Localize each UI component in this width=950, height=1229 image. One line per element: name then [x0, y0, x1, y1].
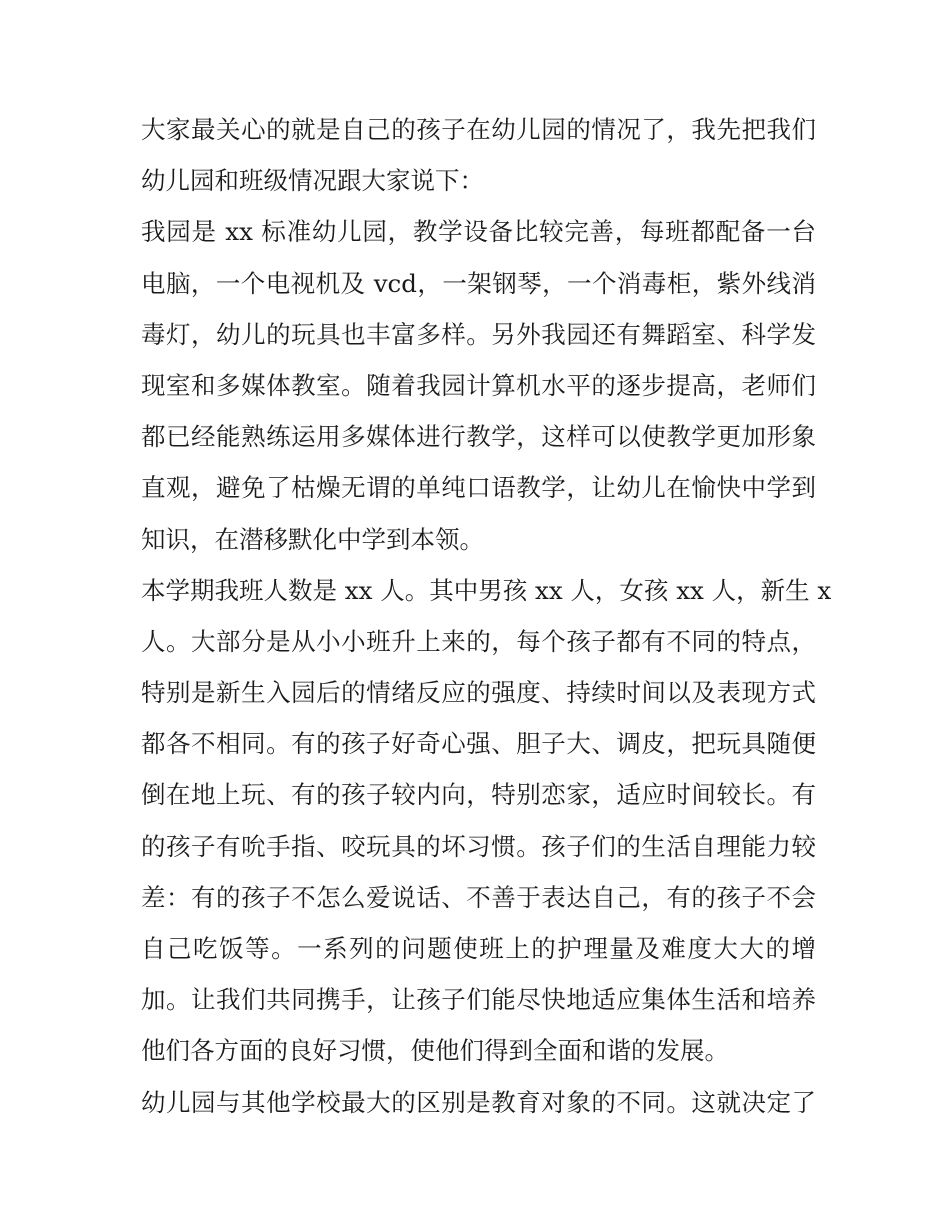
- text-line: 知识，在潜移默化中学到本领。: [141, 524, 484, 554]
- paragraph-intro: [141, 104, 816, 206]
- document-body: [141, 104, 832, 1128]
- text-line: 直观，避免了枯燥无谓的单纯口语教学，让幼儿在愉快中学到: [141, 473, 816, 503]
- text-line: 幼儿园和班级情况跟大家说下：: [141, 166, 484, 196]
- paragraph-facilities: [141, 206, 816, 564]
- text-line: 都已经能熟练运用多媒体进行教学，这样可以使教学更加形象: [141, 422, 816, 452]
- text-line: 自己吃饭等。一系列的问题使班上的护理量及难度大大的增: [141, 934, 816, 963]
- text-line: 特别是新生入园后的情绪反应的强度、持续时间以及表现方式: [141, 678, 816, 708]
- text-line: 加。让我们共同携手，让孩子们能尽快地适应集体生活和培养: [141, 985, 816, 1015]
- text-line: 大家最关心的就是自己的孩子在幼儿园的情况了，我先把我们: [141, 115, 816, 144]
- text-line: 电脑，一个电视机及 vcd，一架钢琴，一个消毒柜，紫外线消: [141, 268, 816, 298]
- paragraph-education: [141, 1077, 816, 1128]
- text-line: 的孩子有吮手指、咬玩具的坏习惯。孩子们的生活自理能力较: [141, 831, 816, 861]
- text-line: 他们各方面的良好习惯，使他们得到全面和谐的发展。: [141, 1036, 729, 1066]
- text-line: 人。大部分是从小小班升上来的，每个孩子都有不同的特点，: [141, 626, 816, 656]
- text-line: 毒灯，幼儿的玩具也丰富多样。另外我园还有舞蹈室、科学发: [141, 319, 816, 349]
- text-line: 本学期我班人数是 xx 人。其中男孩 xx 人，女孩 xx 人，新生 x: [141, 575, 832, 605]
- paragraph-class-info: [141, 565, 832, 1077]
- text-line: 我园是 xx 标准幼儿园，教学设备比较完善，每班都配备一台: [141, 217, 816, 247]
- text-line: 现室和多媒体教室。随着我园计算机水平的逐步提高，老师们: [141, 370, 816, 400]
- text-line: 差：有的孩子不怎么爱说话、不善于表达自己，有的孩子不会: [141, 882, 816, 912]
- text-line: 都各不相同。有的孩子好奇心强、胆子大、调皮，把玩具随便: [141, 729, 816, 759]
- text-line: 幼儿园与其他学校最大的区别是教育对象的不同。这就决定了: [141, 1087, 816, 1117]
- text-line: 倒在地上玩、有的孩子较内向，特别恋家，适应时间较长。有: [141, 780, 816, 810]
